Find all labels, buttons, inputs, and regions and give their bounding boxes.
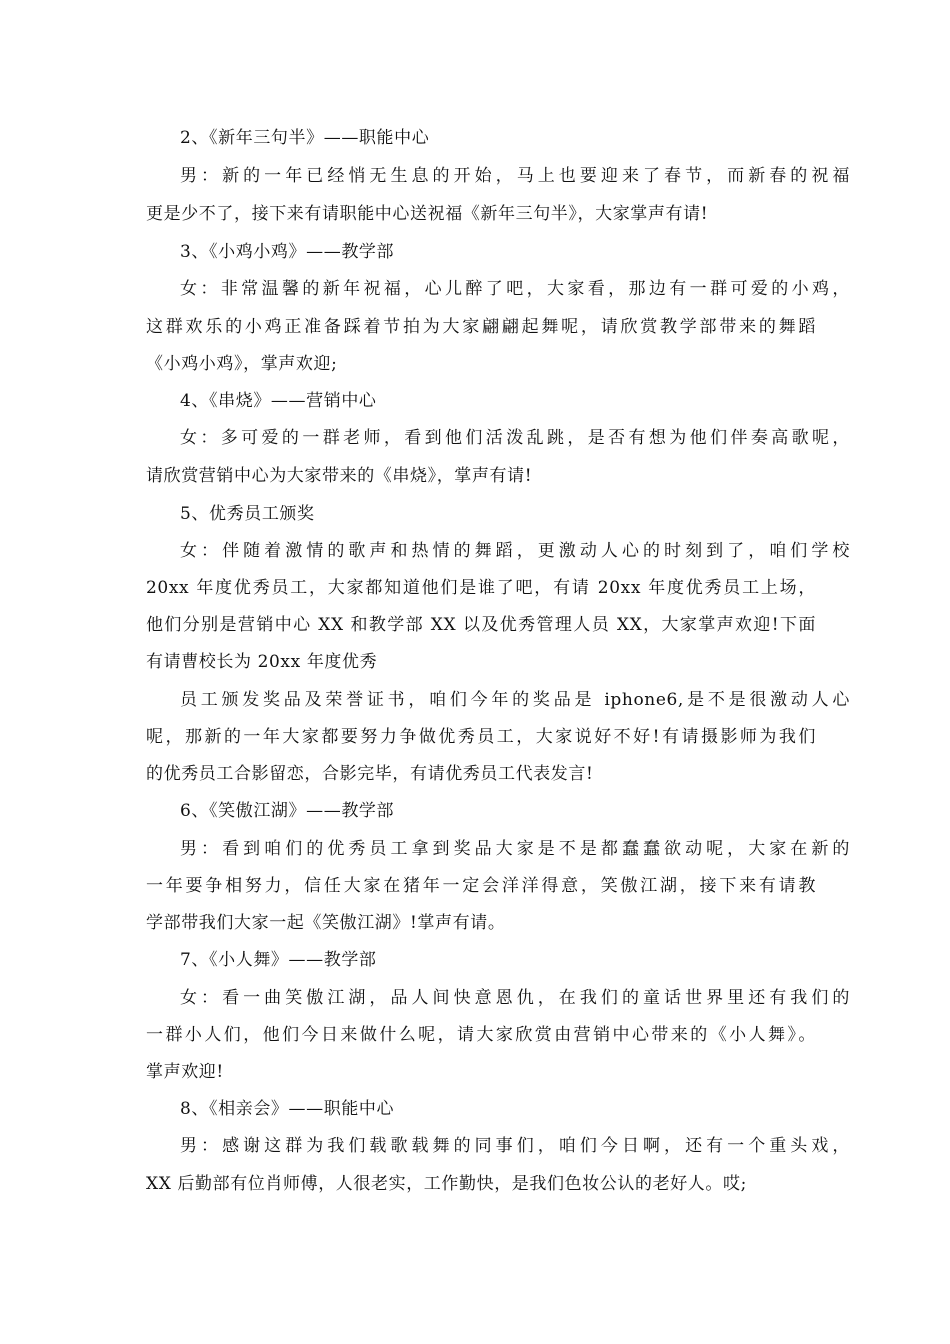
program-heading: 2、《新年三句半》——职能中心 [180, 128, 430, 148]
program-heading: 4、《串烧》——营销中心 [180, 391, 377, 411]
program-heading: 8、《相亲会》——职能中心 [180, 1099, 395, 1119]
program-heading: 6、《笑傲江湖》——教学部 [180, 801, 395, 821]
paragraph-line: 女：看一曲笑傲江湖，品人间快意恩仇，在我们的童话世界里还有我们的 [180, 988, 850, 1008]
paragraph-line: 男：新的一年已经悄无生息的开始，马上也要迎来了春节，而新春的祝福 [180, 166, 850, 186]
paragraph-line: XX 后勤部有位肖师傅，人很老实，工作勤快，是我们色妆公认的老好人。哎; [146, 1174, 747, 1194]
paragraph-line: 男：感谢这群为我们载歌载舞的同事们，咱们今日啊，还有一个重头戏， [180, 1136, 850, 1156]
paragraph-line: 的优秀员工合影留恋，合影完毕，有请优秀员工代表发言! [146, 764, 594, 784]
paragraph-line: 男：看到咱们的优秀员工拿到奖品大家是不是都蠢蠢欲动呢，大家在新的 [180, 839, 850, 859]
paragraph-line: 掌声欢迎! [146, 1062, 224, 1082]
program-heading: 7、《小人舞》——教学部 [180, 950, 377, 970]
paragraph-line: 这群欢乐的小鸡正准备踩着节拍为大家翩翩起舞呢，请欣赏教学部带来的舞蹈 [146, 317, 816, 337]
paragraph-line: 有请曹校长为 20xx 年度优秀 [146, 652, 378, 672]
paragraph-line: 学部带我们大家一起《笑傲江湖》!掌声有请。 [146, 913, 506, 933]
program-heading: 3、《小鸡小鸡》——教学部 [180, 242, 395, 262]
paragraph-line: 他们分别是营销中心 XX 和教学部 XX 以及优秀管理人员 XX，大家掌声欢迎!下面 [146, 615, 816, 635]
paragraph-line: 女：多可爱的一群老师，看到他们活泼乱跳，是否有想为他们伴奏高歌呢， [180, 428, 850, 448]
paragraph-line: 呢，那新的一年大家都要努力争做优秀员工，大家说好不好!有请摄影师为我们 [146, 727, 816, 747]
paragraph-line: 《小鸡小鸡》，掌声欢迎; [146, 354, 338, 374]
paragraph-line: 一年要争相努力，信任大家在猪年一定会洋洋得意，笑傲江湖，接下来有请教 [146, 876, 816, 896]
paragraph-line: 女：伴随着激情的歌声和热情的舞蹈，更激动人心的时刻到了，咱们学校 [180, 541, 850, 561]
paragraph-line: 20xx 年度优秀员工，大家都知道他们是谁了吧，有请 20xx 年度优秀员工上场， [146, 578, 816, 598]
program-heading: 5、优秀员工颁奖 [180, 504, 315, 524]
paragraph-line: 一群小人们，他们今日来做什么呢，请大家欣赏由营销中心带来的《小人舞》。 [146, 1025, 816, 1045]
paragraph-line: 女：非常温馨的新年祝福，心儿醉了吧，大家看，那边有一群可爱的小鸡， [180, 279, 850, 299]
paragraph-line: 请欣赏营销中心为大家带来的《串烧》，掌声有请! [146, 466, 533, 486]
paragraph-line: 更是少不了，接下来有请职能中心送祝福《新年三句半》，大家掌声有请! [146, 204, 709, 224]
paragraph-line: 员工颁发奖品及荣誉证书，咱们今年的奖品是 iphone6,是不是很激动人心 [180, 690, 850, 710]
